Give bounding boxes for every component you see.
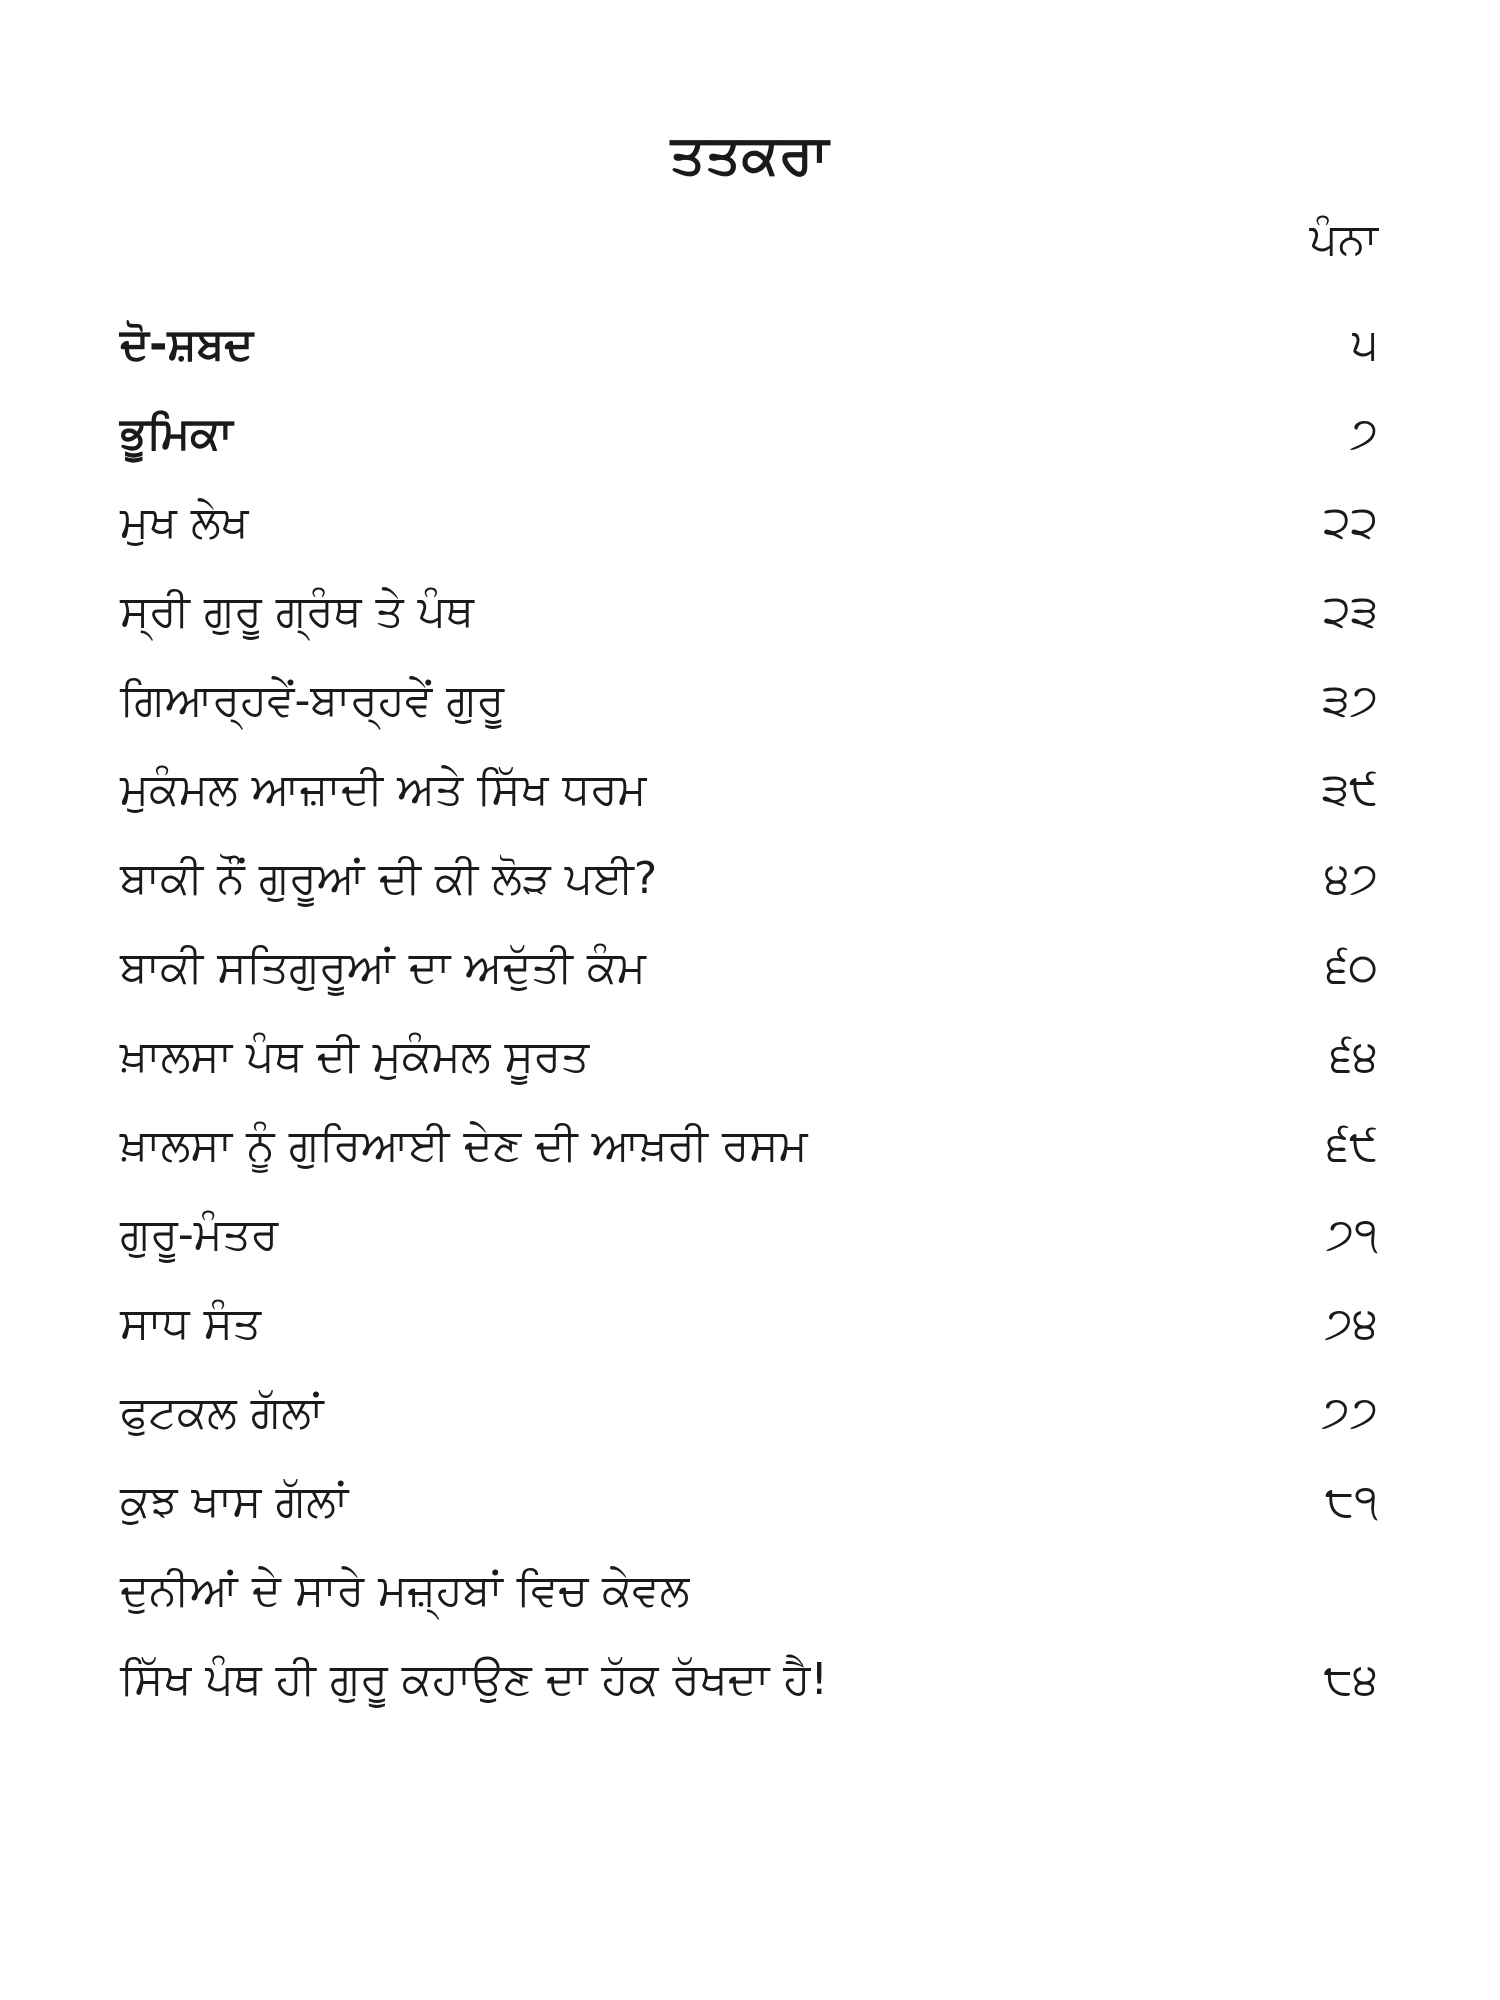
toc-entry-title: ਸ੍ਰੀ ਗੁਰੂ ਗ੍ਰੰਥ ਤੇ ਪੰਥ xyxy=(120,585,474,637)
toc-entry xyxy=(120,1457,1378,1546)
toc-entry-page: ੭੭ xyxy=(1321,1386,1378,1438)
toc-entry-page: ੨੩ xyxy=(1323,585,1378,637)
toc-entry-title: ਮੁਕੰਮਲ ਆਜ਼ਾਦੀ ਅਤੇ ਸਿੱਖ ਧਰਮ xyxy=(120,763,647,815)
toc-entry xyxy=(120,1279,1378,1368)
toc-entry-page: ੮੧ xyxy=(1325,1475,1378,1527)
toc-entry xyxy=(120,478,1378,567)
toc-entry-page: ੬੯ xyxy=(1326,1119,1378,1171)
toc-entry-page: ੭੪ xyxy=(1324,1297,1378,1349)
toc-entry xyxy=(120,1368,1378,1457)
toc-entry-title: ਸਾਧ ਸੰਤ xyxy=(120,1297,262,1349)
page-column-heading: ਪੰਨਾ xyxy=(1309,214,1378,265)
toc-entry xyxy=(120,745,1378,834)
toc-entry-title: ਦੋ-ਸ਼ਬਦ xyxy=(120,318,254,370)
toc-entry-title: ਭੂਮਿਕਾ xyxy=(120,407,233,459)
toc-entry-page: ੪੭ xyxy=(1324,852,1378,904)
toc-entry xyxy=(120,1546,1378,1635)
toc-entry-page: ੩੭ xyxy=(1322,674,1378,726)
toc-entry xyxy=(120,923,1378,1012)
toc-entry-page: ੭ xyxy=(1349,407,1378,459)
toc-entry-title: ਫੁਟਕਲ ਗੱਲਾਂ xyxy=(120,1386,324,1438)
toc-entry-title: ਸਿੱਖ ਪੰਥ ਹੀ ਗੁਰੂ ਕਹਾਉਣ ਦਾ ਹੱਕ ਰੱਖਦਾ ਹੈ! xyxy=(120,1653,829,1705)
toc-entry xyxy=(120,834,1378,923)
toc-entry-title: ਗਿਆਰ੍ਹਵੇਂ-ਬਾਰ੍ਹਵੇਂ ਗੁਰੂ xyxy=(120,674,505,726)
toc-entry xyxy=(120,1635,1378,1724)
toc-entry-page: ੬੦ xyxy=(1326,941,1378,993)
toc-entry-page: ੭੧ xyxy=(1325,1208,1378,1260)
toc-entry xyxy=(120,1101,1378,1190)
toc-entry xyxy=(120,389,1378,478)
toc-list xyxy=(120,300,1378,1724)
toc-title: ਤਤਕਰਾ xyxy=(670,123,830,186)
toc-entry-page: ੫ xyxy=(1352,318,1378,370)
toc-entry-title: ਮੁਖ ਲੇਖ xyxy=(120,496,249,548)
toc-entry-title: ਗੁਰੂ-ਮੰਤਰ xyxy=(120,1208,279,1260)
toc-entry xyxy=(120,1190,1378,1279)
toc-entry-title: ਖ਼ਾਲਸਾ ਪੰਥ ਦੀ ਮੁਕੰਮਲ ਸੂਰਤ xyxy=(120,1030,590,1082)
toc-entry xyxy=(120,300,1378,389)
toc-entry xyxy=(120,1012,1378,1101)
toc-entry-title: ਬਾਕੀ ਸਤਿਗੁਰੂਆਂ ਦਾ ਅਦੁੱਤੀ ਕੰਮ xyxy=(120,941,646,993)
toc-entry xyxy=(120,567,1378,656)
toc-entry-page: ੬੪ xyxy=(1330,1030,1378,1082)
toc-entry-page: ੨੨ xyxy=(1323,496,1378,548)
toc-entry-title: ਦੁਨੀਆਂ ਦੇ ਸਾਰੇ ਮਜ਼੍ਹਬਾਂ ਵਿਚ ਕੇਵਲ xyxy=(120,1564,690,1616)
toc-entry-title: ਬਾਕੀ ਨੌਂ ਗੁਰੂਆਂ ਦੀ ਕੀ ਲੋੜ ਪਈ? xyxy=(120,852,658,904)
toc-entry-title: ਕੁਝ ਖਾਸ ਗੱਲਾਂ xyxy=(120,1475,349,1527)
toc-entry-page: ੩੯ xyxy=(1321,763,1378,815)
toc-entry-title: ਖ਼ਾਲਸਾ ਨੂੰ ਗੁਰਿਆਈ ਦੇਣ ਦੀ ਆਖ਼ਰੀ ਰਸਮ xyxy=(120,1119,808,1171)
toc-entry xyxy=(120,656,1378,745)
toc-entry-page: ੮੪ xyxy=(1323,1653,1378,1705)
